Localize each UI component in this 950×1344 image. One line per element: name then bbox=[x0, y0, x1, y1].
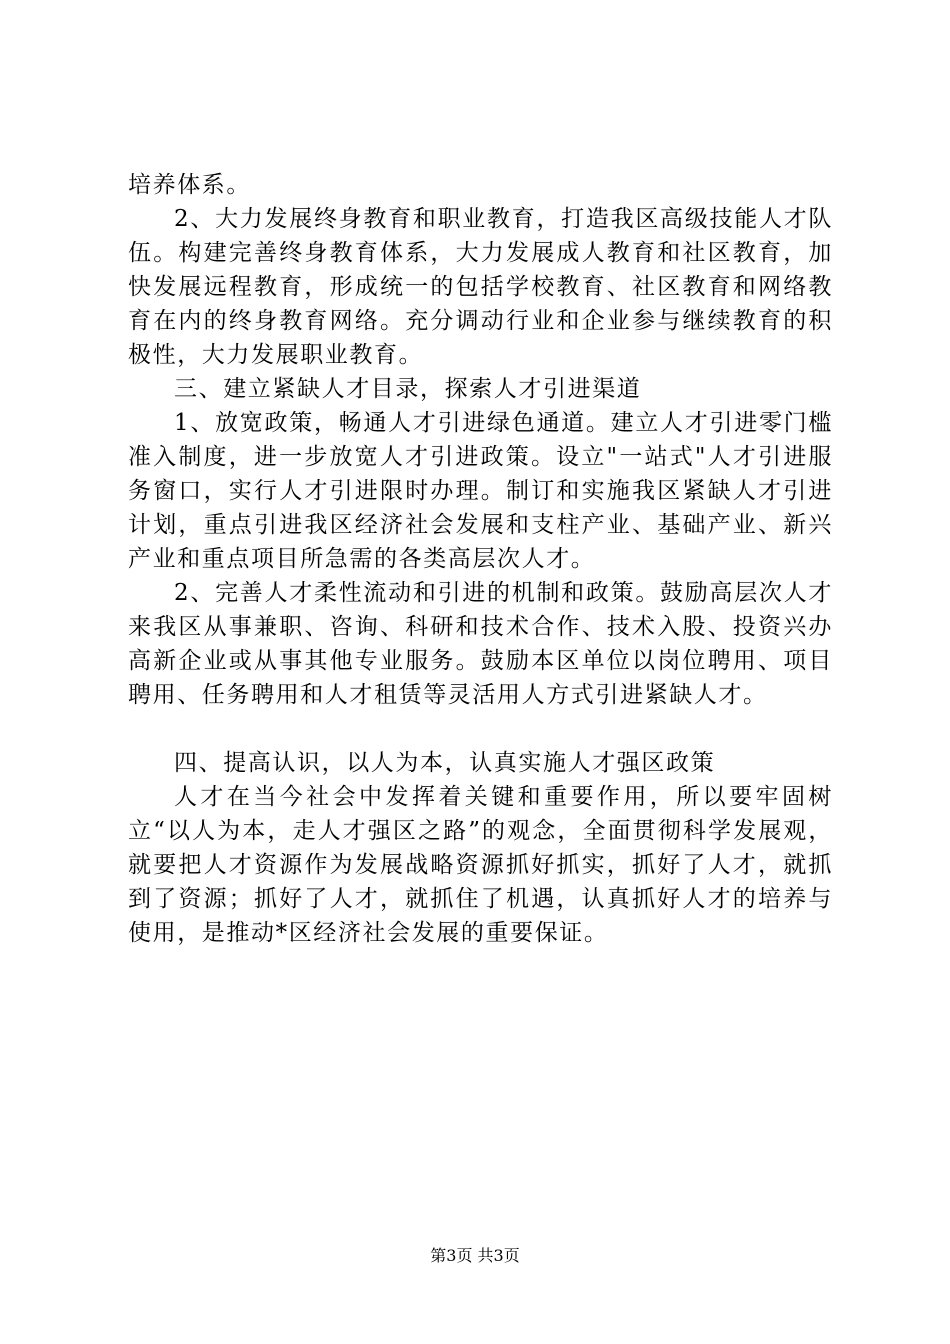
paragraph-flexible-flow: 2、完善人才柔性流动和引进的机制和政策。鼓励高层次人才来我区从事兼职、咨询、科研和技术合作、技术入股、投资兴办高新企业或从事其他专业服务。鼓励本区单位以岗位聘用、项目聘用、任务聘用和人才租赁等灵活用人方式引进紧缺人才。 bbox=[128, 580, 833, 708]
paragraph-conclusion: 人才在当今社会中发挥着关键和重要作用，所以要牢固树立“以人为本，走人才强区之路”的观念，全面贯彻科学发展观，就要把人才资源作为发展战略资源抓好抓实，抓好了人才，就抓到了资源；抓好了人才，就抓住了机遇，认真抓好人才的培养与使用，是推动*区经济社会发展的重要保证。 bbox=[128, 784, 833, 946]
paragraph-lifelong-education: 2、大力发展终身教育和职业教育，打造我区高级技能人才队伍。构建完善终身教育体系，大力发展成人教育和社区教育，加快发展远程教育，形成统一的包括学校教育、社区教育和网络教育在内的终身教育网络。充分调动行业和企业参与继续教育的积极性，大力发展职业教育。 bbox=[128, 206, 833, 368]
section-heading-4: 四、提高认识，以人为本，认真实施人才强区政策 bbox=[174, 750, 716, 776]
document-body bbox=[128, 168, 833, 950]
section-heading-3: 三、建立紧缺人才目录，探索人才引进渠道 bbox=[174, 376, 642, 402]
paragraph-continuation: 培养体系。 bbox=[128, 172, 251, 198]
page-footer: 第3页 共3页 bbox=[430, 1246, 520, 1265]
blank-line bbox=[128, 712, 833, 746]
paragraph-talent-policy: 1、放宽政策，畅通人才引进绿色通道。建立人才引进零门槛准入制度，进一步放宽人才引进政策。设立"一站式"人才引进服务窗口，实行人才引进限时办理。制订和实施我区紧缺人才引进计划，重点引进我区经济社会发展和支柱产业、基础产业、新兴产业和重点项目所急需的各类高层次人才。 bbox=[128, 410, 833, 572]
